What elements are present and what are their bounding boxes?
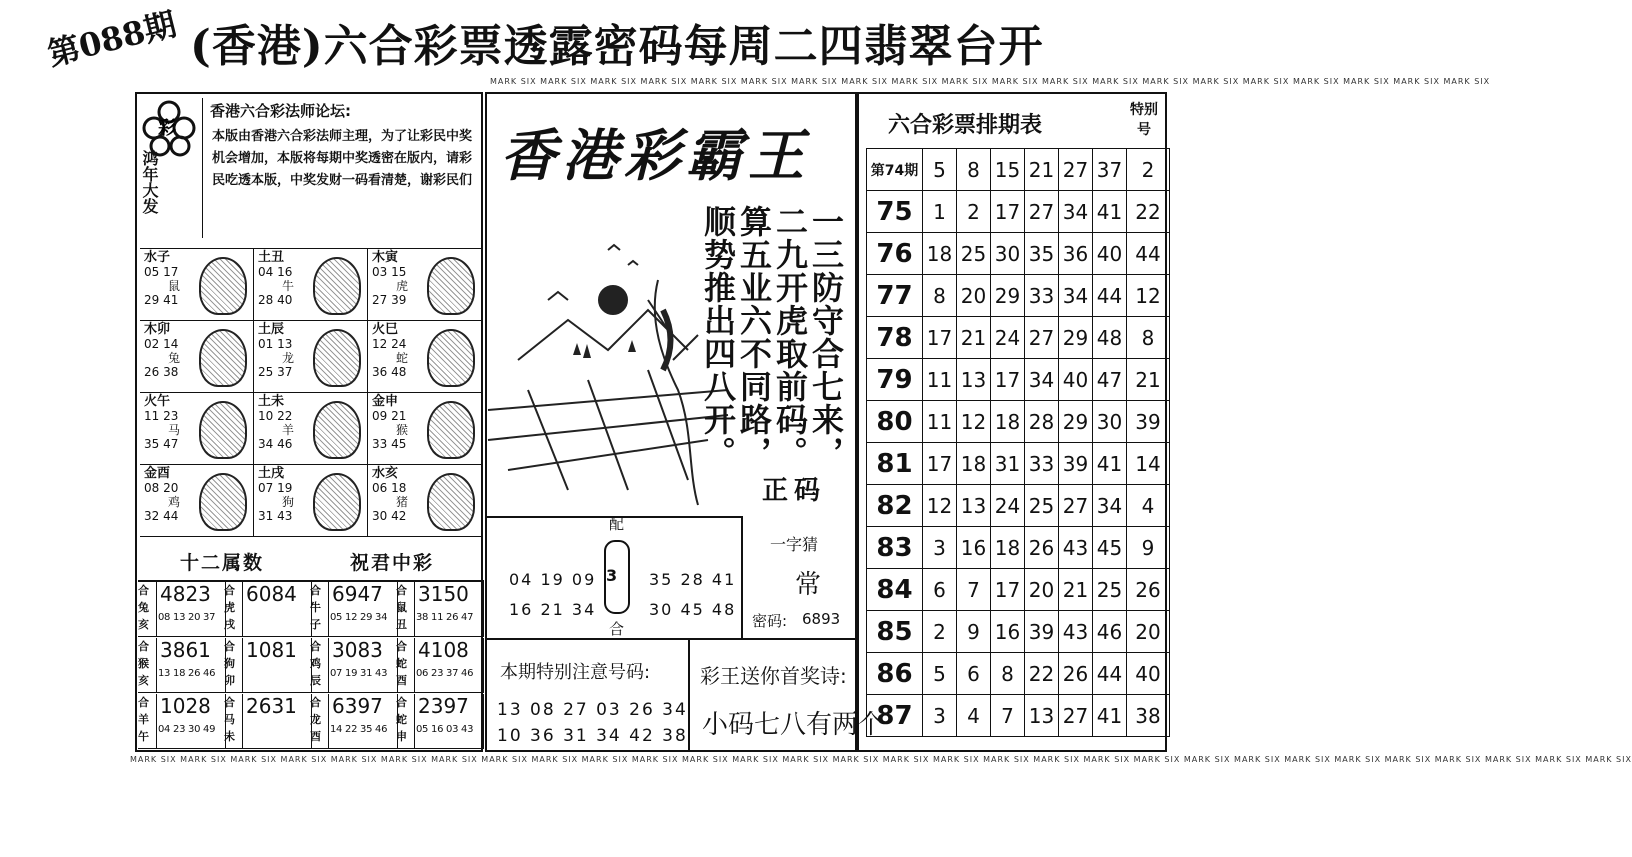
zodiac-nums: 06 18 [372,481,407,495]
schedule-row [867,359,1170,401]
number-cell: 35 [1025,233,1059,275]
zodiac-nums: 09 21 [372,409,407,423]
divider [688,640,690,750]
poem-text: 小码七八有两个 [702,710,885,740]
right-row-2: 30 45 48 [649,600,737,619]
verse-col-3: 算五业六不同路， [735,205,773,469]
number-cell: 25 [1025,485,1059,527]
zodiac-cell [140,393,254,465]
zodiac-footer-right: 祝君中彩 [350,552,435,574]
number-cell: 13 [957,359,991,401]
number-cell: 27 [1059,485,1093,527]
special-number-cell: 2 [1127,149,1170,191]
landscape-illustration-icon [488,240,728,510]
number-cell: 13 [957,485,991,527]
number-cell: 31 [991,443,1025,485]
logo-slogan: 鸿年大发 [140,150,159,214]
combo-small-numbers: 08 13 20 37 [158,612,216,623]
number-cell: 27 [1025,317,1059,359]
zodiac-name: 金酉 [144,466,171,481]
number-cell: 15 [991,149,1025,191]
left-row-2: 16 21 34 [509,600,597,619]
zodiac-nums: 02 14 [144,337,179,351]
special-row-2: 10 36 31 34 42 38 [497,726,688,746]
combo-number: 3861 [160,638,211,662]
athlete-figure-icon [199,329,247,387]
period-cell: 第74期 [867,149,923,191]
zodiac-nums: 08 20 [144,481,179,495]
number-cell: 25 [1093,569,1127,611]
combo-cell [310,694,398,749]
schedule-row [867,233,1170,275]
number-cell: 18 [991,401,1025,443]
athlete-figure-icon [199,473,247,531]
combo-cell [396,638,484,693]
special-number-cell: 21 [1127,359,1170,401]
special-number-cell: 9 [1127,527,1170,569]
number-cell: 41 [1093,695,1127,737]
zodiac-cell [368,393,482,465]
combo-number: 1028 [160,694,211,718]
combo-label: 合猴亥 [138,638,157,692]
number-cell: 26 [1059,653,1093,695]
combo-label: 合鼠丑 [396,582,415,636]
combo-small-numbers: 06 23 37 46 [416,668,474,679]
number-cell: 21 [957,317,991,359]
number-cell: 34 [1093,485,1127,527]
number-cell: 18 [991,527,1025,569]
special-number-header: 特别号 [1130,102,1158,138]
zodiac-nums-2: 29 41 [144,293,179,307]
special-row-1: 13 08 27 03 26 34 [497,700,688,720]
combo-number: 3150 [418,582,469,606]
flower-logo-icon [140,98,198,158]
combo-label: 合羊午 [138,694,157,748]
zodiac-name: 土辰 [258,322,285,337]
svg-text:彩: 彩 [158,118,176,139]
special-number-cell: 22 [1127,191,1170,233]
number-cell: 48 [1093,317,1127,359]
athlete-figure-icon [199,401,247,459]
zodiac-nums: 11 23 [144,409,179,423]
combo-grid [138,580,484,752]
zodiac-nums-2: 26 38 [144,365,179,379]
number-cell: 44 [1093,653,1127,695]
number-cell: 3 [923,527,957,569]
zodiac-nums-2: 35 47 [144,437,179,451]
zodiac-nums-2: 25 37 [258,365,293,379]
number-cell: 25 [957,233,991,275]
combo-cell [138,582,226,637]
zodiac-cell [254,321,368,393]
number-cell: 17 [923,443,957,485]
combo-cell [224,694,312,749]
number-cell: 26 [1025,527,1059,569]
combo-number: 6947 [332,582,383,606]
number-cell: 37 [1093,149,1127,191]
athlete-figure-icon [427,329,475,387]
special-number-cell: 20 [1127,611,1170,653]
period-cell: 87 [867,695,923,737]
zodiac-animal: 马 [168,423,181,437]
athlete-figure-icon [427,401,475,459]
mark-six-strip-bottom: MARK SIX MARK SIX MARK SIX MARK SIX MARK SIX MARK SIX MARK SIX MARK SIX MARK SIX MARK SIX MARK SIX MARK SIX MARK SIX MARK SIX MARK SIX MARK SIX MARK SIX MARK SIX MARK SIX MARK SIX MARK SIX MARK SIX MARK SIX MARK SIX MARK SIX MARK SIX MARK SIX MARK SIX MARK SIX MARK SIX [130,755,1632,764]
number-cell: 22 [1025,653,1059,695]
number-cell: 27 [1059,695,1093,737]
zodiac-name: 土未 [258,394,285,409]
number-cell: 34 [1059,275,1093,317]
schedule-title: 六合彩票排期表 [888,113,1043,138]
zodiac-nums: 12 24 [372,337,407,351]
zodiac-nums-2: 34 46 [258,437,293,451]
number-cell: 33 [1025,275,1059,317]
combo-cell [310,638,398,693]
number-cell: 5 [923,653,957,695]
combo-number: 2631 [246,694,297,718]
period-cell: 81 [867,443,923,485]
number-cell: 17 [991,359,1025,401]
number-cell: 40 [1093,233,1127,275]
combo-label: 合龙酉 [310,694,329,748]
combo-cell [138,694,226,749]
zodiac-name: 水亥 [372,466,399,481]
zodiac-name: 火巳 [372,322,399,337]
athlete-figure-icon [427,257,475,315]
special-number-cell: 12 [1127,275,1170,317]
number-cell: 39 [1025,611,1059,653]
zodiac-nums-2: 28 40 [258,293,293,307]
combo-number: 4108 [418,638,469,662]
zodiac-name: 土丑 [258,250,285,265]
combo-small-numbers: 04 23 30 49 [158,724,216,735]
number-cell: 18 [923,233,957,275]
combo-cell [396,582,484,637]
zodiac-nums-2: 32 44 [144,509,179,523]
zodiac-name: 水子 [144,250,171,265]
special-number-cell: 39 [1127,401,1170,443]
special-number-cell: 44 [1127,233,1170,275]
special-number-cell: 14 [1127,443,1170,485]
verse-col-1: 一三防守合七来， [807,205,845,469]
number-cell: 47 [1093,359,1127,401]
he-label: 合 [609,620,625,638]
schedule-row [867,275,1170,317]
combo-number: 6084 [246,582,297,606]
zodiac-animal: 狗 [282,495,295,509]
combo-cell [224,582,312,637]
zodiac-animal: 蛇 [396,351,409,365]
schedule-row [867,485,1170,527]
special-number-cell: 26 [1127,569,1170,611]
number-cell: 16 [991,611,1025,653]
combo-small-numbers: 38 11 26 47 [416,612,474,623]
number-cell: 41 [1093,191,1127,233]
number-cell: 40 [1059,359,1093,401]
zodiac-name: 木卯 [144,322,171,337]
number-cell: 36 [1059,233,1093,275]
number-cell: 27 [1025,191,1059,233]
zodiac-cell [254,393,368,465]
zodiac-grid [140,248,482,537]
number-cell: 30 [991,233,1025,275]
number-cell: 8 [991,653,1025,695]
combo-label: 合狗卯 [224,638,243,692]
zodiac-animal: 牛 [282,279,295,293]
combo-small-numbers: 05 16 03 43 [416,724,474,735]
combo-small-numbers: 14 22 35 46 [330,724,388,735]
special-label: 本期特别注意号码: [500,662,651,683]
number-cell: 2 [923,611,957,653]
left-row-1: 04 19 09 [509,570,597,589]
zodiac-cell [254,465,368,537]
combo-number: 3083 [332,638,383,662]
combo-cell [224,638,312,693]
verse-col-2: 二九开虎取前码。 [771,205,809,469]
zodiac-nums-2: 33 45 [372,437,407,451]
period-cell: 86 [867,653,923,695]
zodiac-animal: 猴 [396,423,409,437]
combo-label: 合牛子 [310,582,329,636]
number-cell: 2 [957,191,991,233]
period-cell: 85 [867,611,923,653]
number-cell: 6 [923,569,957,611]
zodiac-cell [254,249,368,321]
number-cell: 45 [1093,527,1127,569]
pei-label: 配 [609,515,625,533]
athlete-figure-icon [199,257,247,315]
center-number: 3 [606,566,618,585]
number-cell: 4 [957,695,991,737]
number-cell: 17 [923,317,957,359]
number-cell: 33 [1025,443,1059,485]
right-row-1: 35 28 41 [649,570,737,589]
zodiac-nums: 01 13 [258,337,293,351]
period-cell: 78 [867,317,923,359]
special-number-cell: 40 [1127,653,1170,695]
athlete-figure-icon [313,329,361,387]
number-cell: 13 [1025,695,1059,737]
combo-label: 合蛇酉 [396,638,415,692]
period-cell: 82 [867,485,923,527]
zodiac-cell [140,249,254,321]
number-cell: 21 [1025,149,1059,191]
zodiac-name: 火午 [144,394,171,409]
number-cell: 5 [923,149,957,191]
zodiac-nums: 10 22 [258,409,293,423]
zodiac-nums-2: 30 42 [372,509,407,523]
combo-small-numbers: 13 18 26 46 [158,668,216,679]
zodiac-name: 金申 [372,394,399,409]
zodiac-name: 木寅 [372,250,399,265]
number-cell: 11 [923,401,957,443]
combo-label: 合蛇申 [396,694,415,748]
brand-title: 香港彩霸王 [500,123,810,189]
number-cell: 16 [957,527,991,569]
number-cell: 34 [1059,191,1093,233]
combo-label: 合马未 [224,694,243,748]
combo-cell [138,638,226,693]
zodiac-nums: 04 16 [258,265,293,279]
combo-cell [310,582,398,637]
athlete-figure-icon [313,473,361,531]
number-cell: 6 [957,653,991,695]
athlete-figure-icon [313,401,361,459]
number-cell: 11 [923,359,957,401]
zodiac-cell [368,465,482,537]
schedule-row [867,653,1170,695]
schedule-row [867,527,1170,569]
number-cell: 43 [1059,611,1093,653]
zodiac-cell [140,321,254,393]
number-cell: 7 [991,695,1025,737]
zodiac-animal: 鼠 [168,279,181,293]
forum-heading: 香港六合彩法师论坛: [210,102,351,120]
special-number-cell: 8 [1127,317,1170,359]
combo-number: 4823 [160,582,211,606]
combo-label: 合虎戌 [224,582,243,636]
combo-label: 合鸡辰 [310,638,329,692]
period-cell: 80 [867,401,923,443]
zhengma-label: 正码 [762,476,827,506]
schedule-table [866,148,1170,737]
combo-number: 1081 [246,638,297,662]
combo-cell [396,694,484,749]
number-cell: 29 [991,275,1025,317]
period-cell: 76 [867,233,923,275]
number-cell: 46 [1093,611,1127,653]
special-number-cell: 38 [1127,695,1170,737]
number-cell: 44 [1093,275,1127,317]
zodiac-name: 土戌 [258,466,285,481]
number-cell: 29 [1059,401,1093,443]
combo-label: 合兔亥 [138,582,157,636]
combo-small-numbers: 07 19 31 43 [330,668,388,679]
poem-label: 彩王送你首奖诗: [700,664,847,688]
number-cell: 12 [923,485,957,527]
number-cell: 9 [957,611,991,653]
number-cell: 20 [1025,569,1059,611]
guess-char: 常 [795,570,822,600]
guess-label: 一字猜 [770,535,819,554]
zodiac-animal: 猪 [396,495,409,509]
number-cell: 41 [1093,443,1127,485]
number-cell: 28 [1025,401,1059,443]
schedule-row [867,401,1170,443]
number-cell: 3 [923,695,957,737]
schedule-row [867,443,1170,485]
zodiac-animal: 龙 [282,351,295,365]
schedule-row [867,569,1170,611]
period-cell: 77 [867,275,923,317]
schedule-row [867,191,1170,233]
zodiac-animal: 虎 [396,279,409,293]
zodiac-cell [140,465,254,537]
athlete-figure-icon [313,257,361,315]
zodiac-nums: 03 15 [372,265,407,279]
zodiac-animal: 羊 [282,423,295,437]
password-label: 密码: [752,612,788,630]
zodiac-nums-2: 27 39 [372,293,407,307]
number-cell: 8 [957,149,991,191]
number-cell: 29 [1059,317,1093,359]
number-cell: 34 [1025,359,1059,401]
zodiac-cell [368,249,482,321]
number-cell: 21 [1059,569,1093,611]
number-cell: 12 [957,401,991,443]
verse-col-4: 顺势推出四八开。 [699,205,737,469]
zodiac-nums-2: 36 48 [372,365,407,379]
zodiac-animal: 鸡 [168,495,181,509]
forum-body: 本版由香港六合彩法师主理，为了让彩民中奖机会增加，本版将每期中奖透密在版内，请彩民吃透本版，中奖发财一码看清楚，谢彩民们 [212,129,473,188]
number-cell: 24 [991,317,1025,359]
athlete-figure-icon [427,473,475,531]
mark-six-strip-top: MARK SIX MARK SIX MARK SIX MARK SIX MARK SIX MARK SIX MARK SIX MARK SIX MARK SIX MARK SIX MARK SIX MARK SIX MARK SIX MARK SIX MARK SIX MARK SIX MARK SIX MARK SIX MARK SIX MARK SIX [490,77,1491,86]
zodiac-animal: 兔 [168,351,181,365]
combo-small-numbers: 05 12 29 34 [330,612,388,623]
password-value: 6893 [802,610,841,628]
zodiac-nums: 05 17 [144,265,179,279]
number-cell: 17 [991,191,1025,233]
number-cell: 1 [923,191,957,233]
combo-number: 6397 [332,694,383,718]
schedule-row [867,695,1170,737]
period-cell: 83 [867,527,923,569]
number-cell: 18 [957,443,991,485]
schedule-row [867,317,1170,359]
zodiac-footer-left: 十二属数 [180,552,265,574]
number-cell: 24 [991,485,1025,527]
issue-number: 第088期 [43,4,181,74]
number-cell: 17 [991,569,1025,611]
zodiac-nums-2: 31 43 [258,509,293,523]
zodiac-nums: 07 19 [258,481,293,495]
divider [487,638,855,640]
special-number-cell: 4 [1127,485,1170,527]
page-title: (香港)六合彩票透露密码每周二四翡翠台开 [190,21,1044,72]
combo-number: 2397 [418,694,469,718]
number-cell: 27 [1059,149,1093,191]
period-cell: 79 [867,359,923,401]
period-cell: 84 [867,569,923,611]
number-cell: 7 [957,569,991,611]
schedule-row [867,149,1170,191]
number-cell: 8 [923,275,957,317]
zodiac-cell [368,321,482,393]
number-cell: 20 [957,275,991,317]
schedule-row [867,611,1170,653]
number-cell: 30 [1093,401,1127,443]
number-cell: 39 [1059,443,1093,485]
period-cell: 75 [867,191,923,233]
number-cell: 43 [1059,527,1093,569]
